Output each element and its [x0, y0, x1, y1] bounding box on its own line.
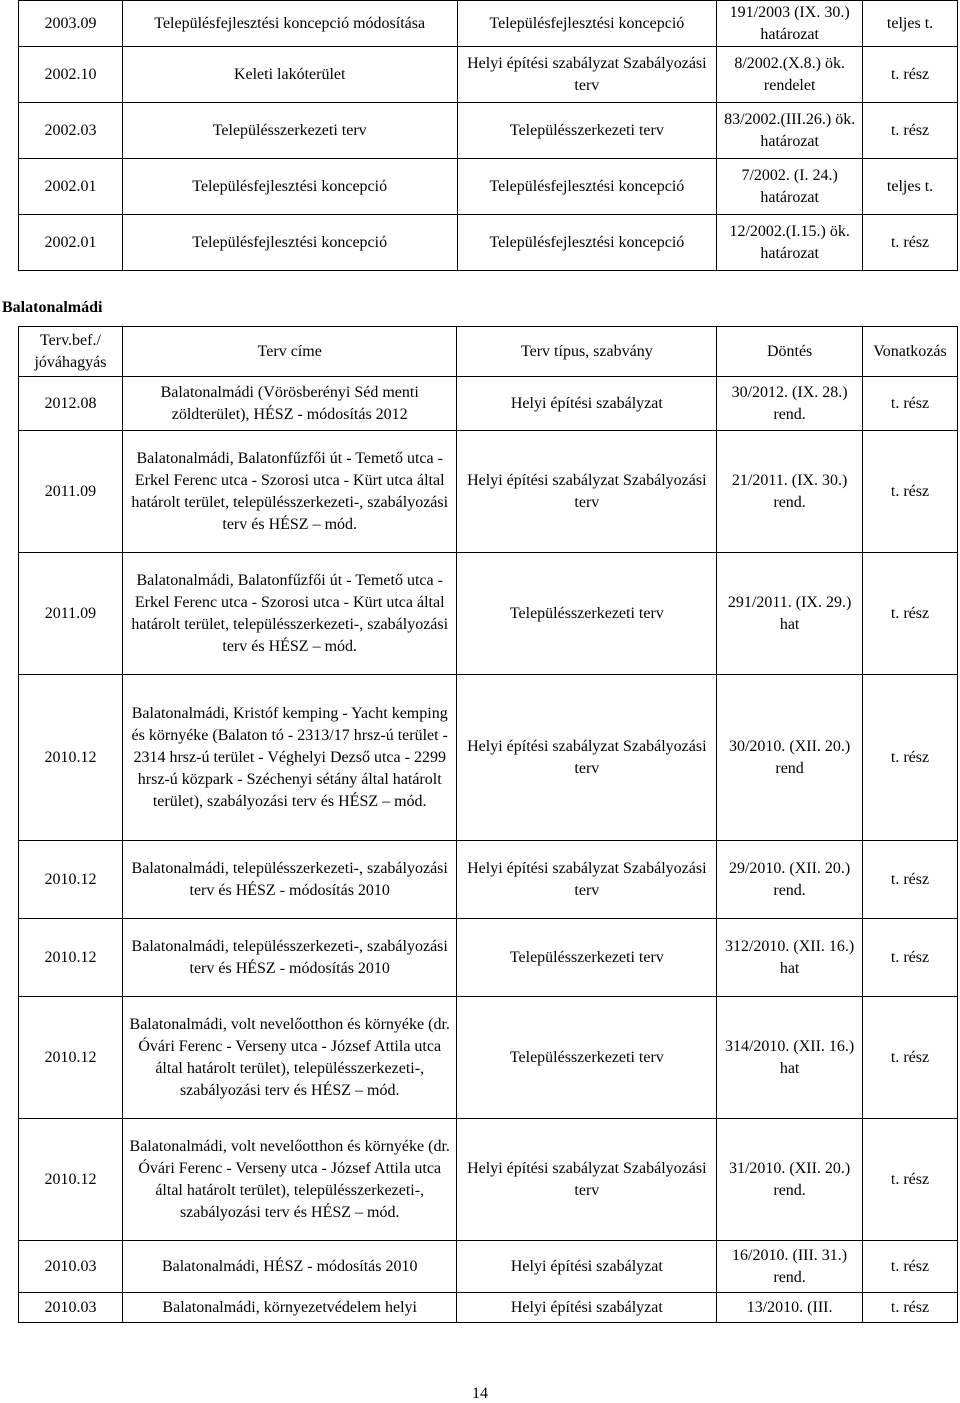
cell-title: Balatonalmádi (Vörösberényi Séd menti zöldterület), HÉSZ - módosítás 2012 [122, 377, 457, 431]
cell-title: Településfejlesztési koncepció [122, 215, 457, 271]
cell-date: 2002.03 [19, 103, 123, 159]
cell-decision: 191/2003 (IX. 30.) határozat [717, 1, 863, 47]
cell-scope: t. rész [863, 919, 958, 997]
header-decision: Döntés [717, 327, 863, 377]
cell-date: 2010.03 [19, 1293, 123, 1323]
cell-type: Településszerkezeti terv [457, 103, 717, 159]
plans-table [18, 326, 958, 1323]
cell-date: 2010.12 [19, 919, 123, 997]
cell-title: Balatonalmádi, településszerkezeti-, szabályozási terv és HÉSZ - módosítás 2010 [122, 919, 457, 997]
cell-scope: t. rész [863, 215, 958, 271]
table-row [19, 553, 958, 675]
cell-decision: 30/2010. (XII. 20.) rend [717, 675, 863, 841]
page-number: 14 [472, 1385, 488, 1402]
cell-decision: 21/2011. (IX. 30.) rend. [717, 431, 863, 553]
cell-title: Keleti lakóterület [122, 47, 457, 103]
header-title: Terv címe [122, 327, 457, 377]
cell-scope: t. rész [863, 675, 958, 841]
table-row [19, 675, 958, 841]
cell-type: Településszerkezeti terv [457, 919, 717, 997]
cell-type: Helyi építési szabályzat [457, 377, 717, 431]
cell-date: 2002.01 [19, 215, 123, 271]
cell-decision: 31/2010. (XII. 20.) rend. [717, 1119, 863, 1241]
cell-type: Településfejlesztési koncepció [457, 1, 717, 47]
cell-date: 2010.03 [19, 1241, 123, 1293]
table-row [19, 841, 958, 919]
cell-title: Balatonalmádi, településszerkezeti-, szabályozási terv és HÉSZ - módosítás 2010 [122, 841, 457, 919]
cell-date: 2010.12 [19, 1119, 123, 1241]
cell-title: Balatonalmádi, Kristóf kemping - Yacht kemping és környéke (Balaton tó - 2313/17 hrsz-ú terület - 2314 hrsz-ú terület - Véghelyi Dezső utca - 2299 hrsz-ú közpark - Széchenyi sétány által határolt terület), szabályozási terv és HÉSZ – mód. [122, 675, 457, 841]
cell-decision: 83/2002.(III.26.) ök. határozat [717, 103, 863, 159]
header-date: Terv.bef./ jóváhagyás [19, 327, 123, 377]
cell-decision: 13/2010. (III. [717, 1293, 863, 1323]
cell-scope: teljes t. [863, 1, 958, 47]
cell-title: Balatonalmádi, Balatonfűzfői út - Temető utca - Erkel Ferenc utca - Szorosi utca - Kürt utca által határolt terület, településszerkezeti-, szabályozási terv és HÉSZ – mód. [122, 431, 457, 553]
table-row [19, 103, 958, 159]
cell-title: Balatonalmádi, HÉSZ - módosítás 2010 [122, 1241, 457, 1293]
table-row [19, 215, 958, 271]
cell-scope: t. rész [863, 841, 958, 919]
cell-decision: 314/2010. (XII. 16.) hat [717, 997, 863, 1119]
cell-decision: 29/2010. (XII. 20.) rend. [717, 841, 863, 919]
cell-date: 2010.12 [19, 841, 123, 919]
cell-title: Településfejlesztési koncepció módosítása [122, 1, 457, 47]
cell-date: 2002.01 [19, 159, 123, 215]
header-scope: Vonatkozás [863, 327, 958, 377]
table-row [19, 431, 958, 553]
cell-date: 2010.12 [19, 675, 123, 841]
cell-type: Településszerkezeti terv [457, 997, 717, 1119]
cell-scope: teljes t. [863, 159, 958, 215]
table-row [19, 1293, 958, 1323]
cell-title: Településszerkezeti terv [122, 103, 457, 159]
cell-type: Helyi építési szabályzat [457, 1241, 717, 1293]
cell-type: Helyi építési szabályzat Szabályozási terv [457, 841, 717, 919]
cell-title: Balatonalmádi, volt nevelőotthon és környéke (dr. Óvári Ferenc - Verseny utca - József Attila utca által határolt terület), településszerkezeti-, szabályozási terv és HÉSZ – mód. [122, 1119, 457, 1241]
cell-decision: 30/2012. (IX. 28.) rend. [717, 377, 863, 431]
cell-title: Településfejlesztési koncepció [122, 159, 457, 215]
table-row [19, 1241, 958, 1293]
cell-scope: t. rész [863, 553, 958, 675]
cell-date: 2012.08 [19, 377, 123, 431]
table-row [19, 1, 958, 47]
cell-scope: t. rész [863, 47, 958, 103]
section-heading: Balatonalmádi [2, 299, 103, 316]
cell-date: 2010.12 [19, 997, 123, 1119]
cell-decision: 7/2002. (I. 24.) határozat [717, 159, 863, 215]
cell-scope: t. rész [863, 377, 958, 431]
table-row [19, 377, 958, 431]
cell-type: Helyi építési szabályzat Szabályozási terv [457, 1119, 717, 1241]
table-row [19, 919, 958, 997]
cell-date: 2011.09 [19, 553, 123, 675]
header-type: Terv típus, szabvány [457, 327, 717, 377]
cell-title: Balatonalmádi, Balatonfűzfői út - Temető utca - Erkel Ferenc utca - Szorosi utca - Kürt utca által határolt terület, településszerkezeti-, szabályozási terv és HÉSZ – mód. [122, 553, 457, 675]
cell-decision: 12/2002.(I.15.) ök. határozat [717, 215, 863, 271]
previous-plans-table [18, 0, 958, 271]
cell-type: Településfejlesztési koncepció [457, 215, 717, 271]
cell-type: Településfejlesztési koncepció [457, 159, 717, 215]
table-row [19, 47, 958, 103]
cell-scope: t. rész [863, 103, 958, 159]
cell-type: Helyi építési szabályzat Szabályozási terv [457, 675, 717, 841]
cell-title: Balatonalmádi, volt nevelőotthon és környéke (dr. Óvári Ferenc - Verseny utca - József Attila utca által határolt terület), településszerkezeti-, szabályozási terv és HÉSZ – mód. [122, 997, 457, 1119]
cell-scope: t. rész [863, 431, 958, 553]
cell-date: 2002.10 [19, 47, 123, 103]
cell-date: 2003.09 [19, 1, 123, 47]
cell-type: Helyi építési szabályzat Szabályozási terv [457, 47, 717, 103]
cell-date: 2011.09 [19, 431, 123, 553]
cell-scope: t. rész [863, 1119, 958, 1241]
cell-decision: 291/2011. (IX. 29.) hat [717, 553, 863, 675]
cell-title: Balatonalmádi, környezetvédelem helyi [122, 1293, 457, 1323]
table-header-row [19, 327, 958, 377]
cell-type: Településszerkezeti terv [457, 553, 717, 675]
cell-decision: 312/2010. (XII. 16.) hat [717, 919, 863, 997]
cell-decision: 16/2010. (III. 31.) rend. [717, 1241, 863, 1293]
cell-scope: t. rész [863, 1293, 958, 1323]
cell-decision: 8/2002.(X.8.) ök. rendelet [717, 47, 863, 103]
cell-scope: t. rész [863, 997, 958, 1119]
cell-type: Helyi építési szabályzat Szabályozási terv [457, 431, 717, 553]
cell-type: Helyi építési szabályzat [457, 1293, 717, 1323]
table-row [19, 1119, 958, 1241]
cell-scope: t. rész [863, 1241, 958, 1293]
table-row [19, 159, 958, 215]
table-row [19, 997, 958, 1119]
